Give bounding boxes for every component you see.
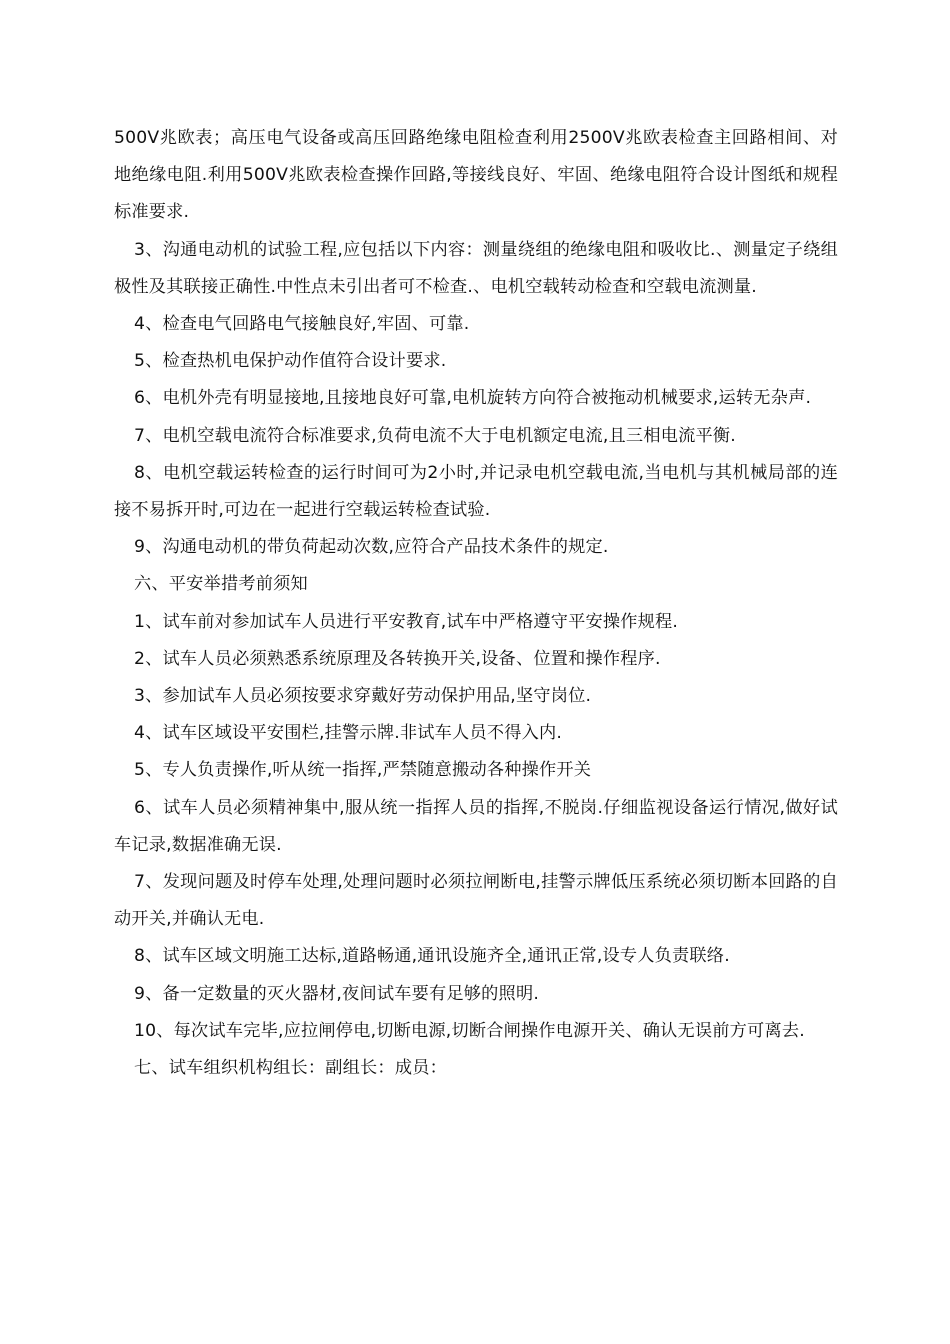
paragraph-dedicated-operator: 5、专人负责操作,听从统一指挥,严禁随意搬动各种操作开关 (134, 760, 592, 781)
document-body (114, 120, 838, 1087)
paragraph-protective-equipment: 3、参加试车人员必须按要求穿戴好劳动保护用品,坚守岗位. (134, 686, 592, 707)
paragraph-circuit-contact-check: 4、检查电气回路电气接触良好,牢固、可靠. (134, 314, 470, 335)
paragraph-motor-test-items: 3、沟通电动机的试验工程,应包括以下内容：测量绕组的绝缘电阻和吸收比.、测量定子绕组极性及其联接正确性.中性点未引出者可不检查.、电机空载转动检查和空载电流测量. (114, 239, 838, 297)
paragraph-megohmmeter-insulation-check: 500V兆欧表；高压电气设备或高压回路绝缘电阻检查利用2500V兆欧表检查主回路相间、对地绝缘电阻.利用500V兆欧表检查操作回路,等接线良好、牢固、绝缘电阻符合设计图纸和规程标准要求. (114, 128, 838, 223)
paragraph-concentration-monitoring: 6、试车人员必须精神集中,服从统一指挥人员的指挥,不脱岗.仔细监视设备运行情况,做好试车记录,数据准确无误. (114, 797, 838, 855)
paragraph-safety-fence: 4、试车区域设平安围栏,挂警示牌.非试车人员不得入内. (134, 723, 563, 744)
paragraph-power-off-after-test: 10、每次试车完毕,应拉闸停电,切断电源,切断合闸操作电源开关、确认无误前方可离去. (134, 1020, 805, 1041)
paragraph-no-load-run-time: 8、电机空载运转检查的运行时间可为2小时,并记录电机空载电流,当电机与其机械局部的连接不易拆开时,可边在一起进行空载运转检查试验. (114, 462, 838, 521)
section-heading-safety-measures: 六、平安举措考前须知 (134, 574, 308, 595)
paragraph-load-start-count: 9、沟通电动机的带负荷起动次数,应符合产品技术条件的规定. (134, 537, 609, 558)
paragraph-grounding-rotation: 6、电机外壳有明显接地,且接地良好可靠,电机旋转方向符合被拖动机械要求,运转无杂声. (134, 388, 812, 409)
paragraph-thermal-protection-check: 5、检查热机电保护动作值符合设计要求. (134, 351, 447, 372)
paragraph-fire-lighting: 9、备一定数量的灭火器材,夜间试车要有足够的照明. (134, 983, 539, 1004)
paragraph-system-familiarity: 2、试车人员必须熟悉系统原理及各转换开关,设备、位置和操作程序. (134, 648, 661, 669)
paragraph-no-load-current: 7、电机空载电流符合标准要求,负荷电流不大于电机额定电流,且三相电流平衡. (134, 425, 736, 446)
section-heading-organization: 七、试车组织机构组长：副组长：成员： (134, 1058, 447, 1079)
paragraph-stop-on-problem: 7、发现问题及时停车处理,处理问题时必须拉闸断电,挂警示牌低压系统必须切断本回路的自动开关,并确认无电. (114, 872, 838, 930)
paragraph-site-communication: 8、试车区域文明施工达标,道路畅通,通讯设施齐全,通讯正常,设专人负责联络. (134, 946, 730, 967)
paragraph-safety-education: 1、试车前对参加试车人员进行平安教育,试车中严格遵守平安操作规程. (134, 611, 679, 632)
